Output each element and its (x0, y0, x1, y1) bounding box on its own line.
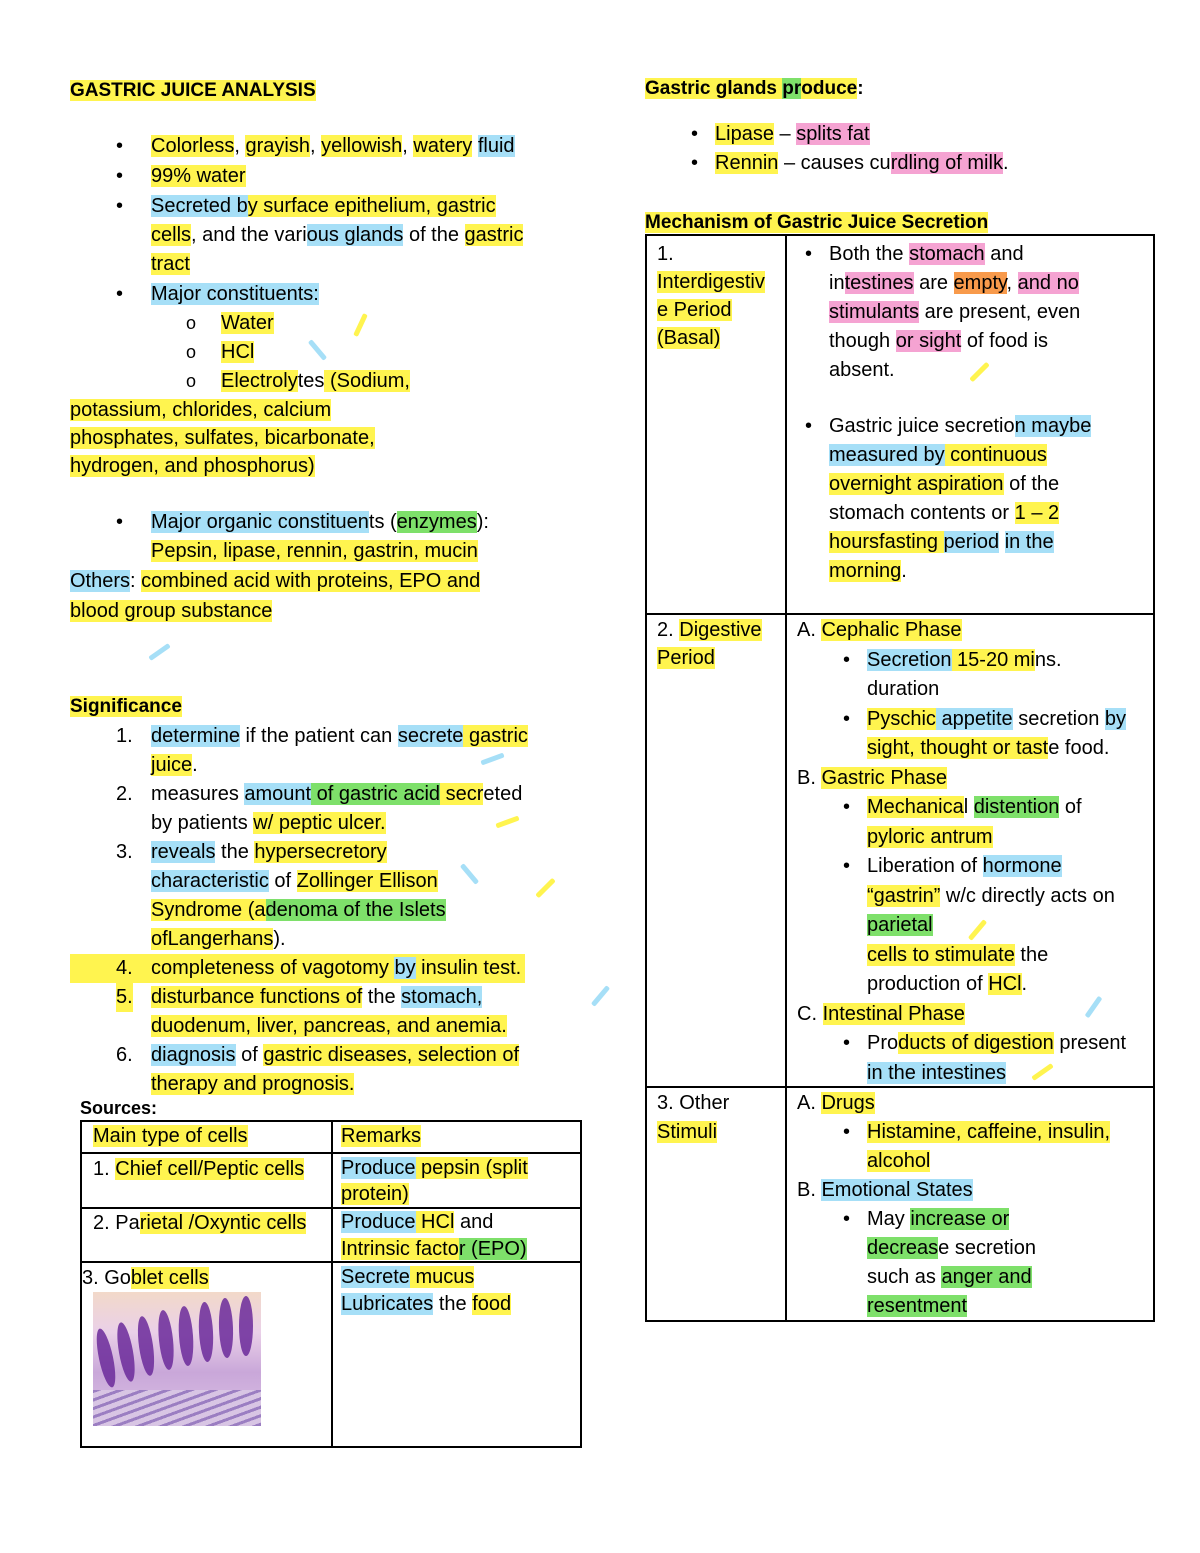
sources-label: Sources: (80, 1098, 158, 1118)
list-item: • Both the stomach and intestines are empty, and no stimulants are present, even though or sight of food is absent. (787, 240, 1155, 385)
list-item: • Lipase – splits fat (645, 120, 1160, 149)
phase-content (797, 616, 1157, 1088)
mechanism-table (645, 234, 1155, 1322)
page-title: GASTRIC JUICE ANALYSIS (70, 80, 316, 101)
list-item: • Liberation of hormone “gastrin” w/c directly acts on parietal cells to stimulate the production of HCl. (797, 852, 1157, 1000)
table-cell: 2. Parietal /Oxyntic cells (93, 1212, 307, 1234)
list-item: • Mechanical distention of pyloric antrum (797, 793, 1157, 852)
list-item: • 99% water (70, 162, 590, 191)
table-header: Remarks (341, 1125, 422, 1147)
highlighter-mark (148, 643, 171, 661)
phase-content (797, 1089, 1157, 1321)
list-item: 1. determine if the patient can secrete gastric juice. (116, 725, 528, 776)
properties-list (70, 132, 590, 626)
list-item: • Secretion 15-20 mins. duration (797, 646, 1157, 705)
sub-list-item: o HCl (70, 338, 590, 367)
list-item: • Major constituents: (70, 280, 590, 309)
list-item: 6. diagnosis of gastric diseases, selection of therapy and prognosis. (116, 1044, 519, 1095)
list-item: • May increase or decrease secretion such as anger and resentment (797, 1205, 1157, 1321)
list-item: • Secreted by surface epithelium, gastric cells, and the various glands of the gastric tract (70, 192, 590, 279)
sub-heading: C. Intestinal Phase (797, 1002, 965, 1025)
others-text: Others: combined acid with proteins, EPO and blood group substance (70, 570, 481, 622)
table-divider (647, 613, 1153, 615)
table-cell: 3. Goblet cells (82, 1267, 209, 1289)
highlighter-mark (591, 985, 610, 1007)
sub-list-item: o Electrolytes (Sodium, (70, 367, 590, 396)
list-item: 4. completeness of vagotomy by insulin test. (70, 954, 525, 983)
table-divider (331, 1122, 333, 1446)
list-item: • Gastric juice secretion maybe measured by continuous overnight aspiration of the stomach contents or 1 – 2 hoursfasting period in the morning. (787, 412, 1155, 586)
goblet-cells-image (93, 1292, 261, 1426)
phase-label: 1. Interdigestiv e Period (Basal) (657, 243, 765, 349)
list-item: • Pyschic appetite secretion by sight, thought or taste food. (797, 705, 1157, 764)
phase-label: 3. Other Stimuli (657, 1092, 730, 1143)
list-item: • Colorless, grayish, yellowish, watery fluid (70, 132, 590, 161)
sub-heading: B. Emotional States (797, 1179, 973, 1201)
list-item: 2. measures amount of gastric acid secreted by patients w/ peptic ulcer. (116, 783, 523, 834)
list-item: • Major organic constituents (enzymes): Pepsin, lipase, rennin, gastrin, mucin (70, 508, 590, 566)
table-divider (82, 1152, 580, 1154)
table-cell: Secrete mucus Lubricates the food (341, 1266, 512, 1315)
electrolytes-continued: potassium, chlorides, calcium phosphates, sulfates, bicarbonate, hydrogen, and phosphorus) (70, 399, 375, 477)
sub-heading: B. Gastric Phase (797, 766, 948, 789)
table-cell: Produce HCl and Intrinsic factor (EPO) (341, 1211, 527, 1260)
mechanism-title: Mechanism of Gastric Juice Secretion (645, 212, 989, 233)
glands-list (645, 120, 1160, 178)
list-item: • Products of digestion present in the intestines (797, 1029, 1157, 1088)
list-item: 3. reveals the hypersecretory characteristic of Zollinger Ellison Syndrome (adenoma of the Islets ofLangerhans). (116, 841, 446, 950)
sub-heading: A. Cephalic Phase (797, 619, 962, 641)
table-cell: Produce pepsin (split protein) (341, 1157, 528, 1205)
list-item: 5. disturbance functions of the stomach, duodenum, liver, pancreas, and anemia. (70, 983, 590, 1041)
significance-section (70, 692, 590, 1099)
table-cell: 1. Chief cell/Peptic cells (93, 1158, 305, 1180)
table-header: Main type of cells (93, 1125, 248, 1147)
glands-heading: Gastric glands produce: (645, 78, 864, 99)
phase-label: 2. Digestive Period (657, 619, 762, 669)
list-item: • Rennin – causes curdling of milk. (645, 149, 1160, 178)
list-item: • Histamine, caffeine, insulin, alcohol (797, 1118, 1157, 1176)
phase-content (787, 240, 1155, 586)
significance-heading: Significance (70, 696, 182, 717)
sub-heading: A. Drugs (797, 1092, 875, 1114)
sub-list-item: o Water (70, 309, 590, 338)
